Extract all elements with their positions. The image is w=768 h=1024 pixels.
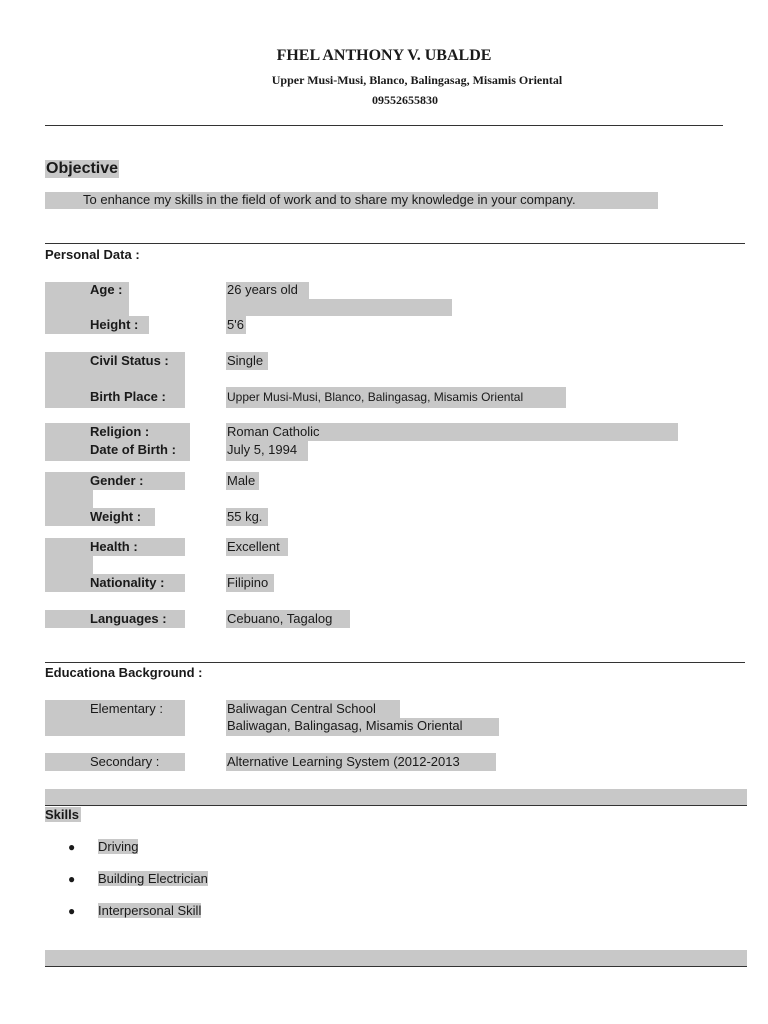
height-label: Height : <box>90 317 139 332</box>
objective-heading: Objective <box>46 160 119 177</box>
age-label: Age : <box>90 282 123 297</box>
resume-address: Upper Musi-Musi, Blanco, Balingasag, Misamis Oriental <box>271 73 563 87</box>
nationality-label: Nationality : <box>90 575 165 590</box>
resume-name: FHEL ANTHONY V. UBALDE <box>276 47 492 64</box>
civil-status-label: Civil Status : <box>90 353 169 368</box>
personal-bar-2-gap <box>85 370 185 387</box>
nationality-value: Filipino <box>227 575 269 590</box>
dob-value: July 5, 1994 <box>227 442 298 457</box>
personal-bar-2 <box>45 352 85 408</box>
health-label: Health : <box>90 539 138 554</box>
personal-bar-5 <box>45 538 85 592</box>
skill-item: Building Electrician <box>98 871 208 886</box>
secondary-label: Secondary : <box>90 754 160 769</box>
health-value: Excellent <box>227 539 280 554</box>
height-value: 5'6 <box>227 317 244 332</box>
elementary-address: Baliwagan, Balingasag, Misamis Oriental <box>227 718 463 733</box>
education-heading: Educationa Background : <box>45 665 203 680</box>
gender-label: Gender : <box>90 473 144 488</box>
languages-label: Languages : <box>90 611 167 626</box>
skills-divider <box>45 789 747 806</box>
elementary-label: Elementary : <box>90 701 163 716</box>
gender-value: Male <box>227 473 256 488</box>
header-divider <box>45 125 723 126</box>
resume-phone: 09552655830 <box>372 93 438 107</box>
elementary-school: Baliwagan Central School <box>227 701 376 716</box>
skill-item: Interpersonal Skill <box>98 903 202 918</box>
age-value: 26 years old <box>227 282 298 297</box>
languages-value: Cebuano, Tagalog <box>227 611 333 626</box>
personal-data-heading: Personal Data : <box>45 247 140 262</box>
civil-status-value: Single <box>227 353 264 368</box>
birth-place-label: Birth Place : <box>90 389 166 404</box>
personal-bar-5-gap <box>85 556 93 574</box>
personal-bar-3 <box>45 423 85 461</box>
skill-bullet-1: ● <box>68 840 76 854</box>
personal-divider <box>45 243 745 244</box>
education-divider <box>45 662 745 663</box>
skill-item: Driving <box>98 839 139 854</box>
religion-label: Religion : <box>90 424 150 439</box>
birth-place-value: Upper Musi-Musi, Blanco, Balingasag, Misamis Oriental <box>227 390 524 404</box>
footer-divider <box>45 950 747 967</box>
personal-bar-4-gap <box>85 490 93 508</box>
skill-bullet-3: ● <box>68 904 76 918</box>
skills-heading: Skills <box>45 807 79 822</box>
weight-value: 55 kg. <box>227 509 263 524</box>
objective-text: To enhance my skills in the field of work and to share my knowledge in your company. <box>83 192 576 207</box>
personal-bar-4 <box>45 472 85 526</box>
dob-label: Date of Birth : <box>90 442 176 457</box>
religion-value: Roman Catholic <box>227 424 320 439</box>
secondary-school: Alternative Learning System (2012-2013 <box>227 754 460 769</box>
skill-bullet-2: ● <box>68 872 76 886</box>
personal-bar-age-ext <box>226 299 452 316</box>
weight-label: Weight : <box>90 509 142 524</box>
